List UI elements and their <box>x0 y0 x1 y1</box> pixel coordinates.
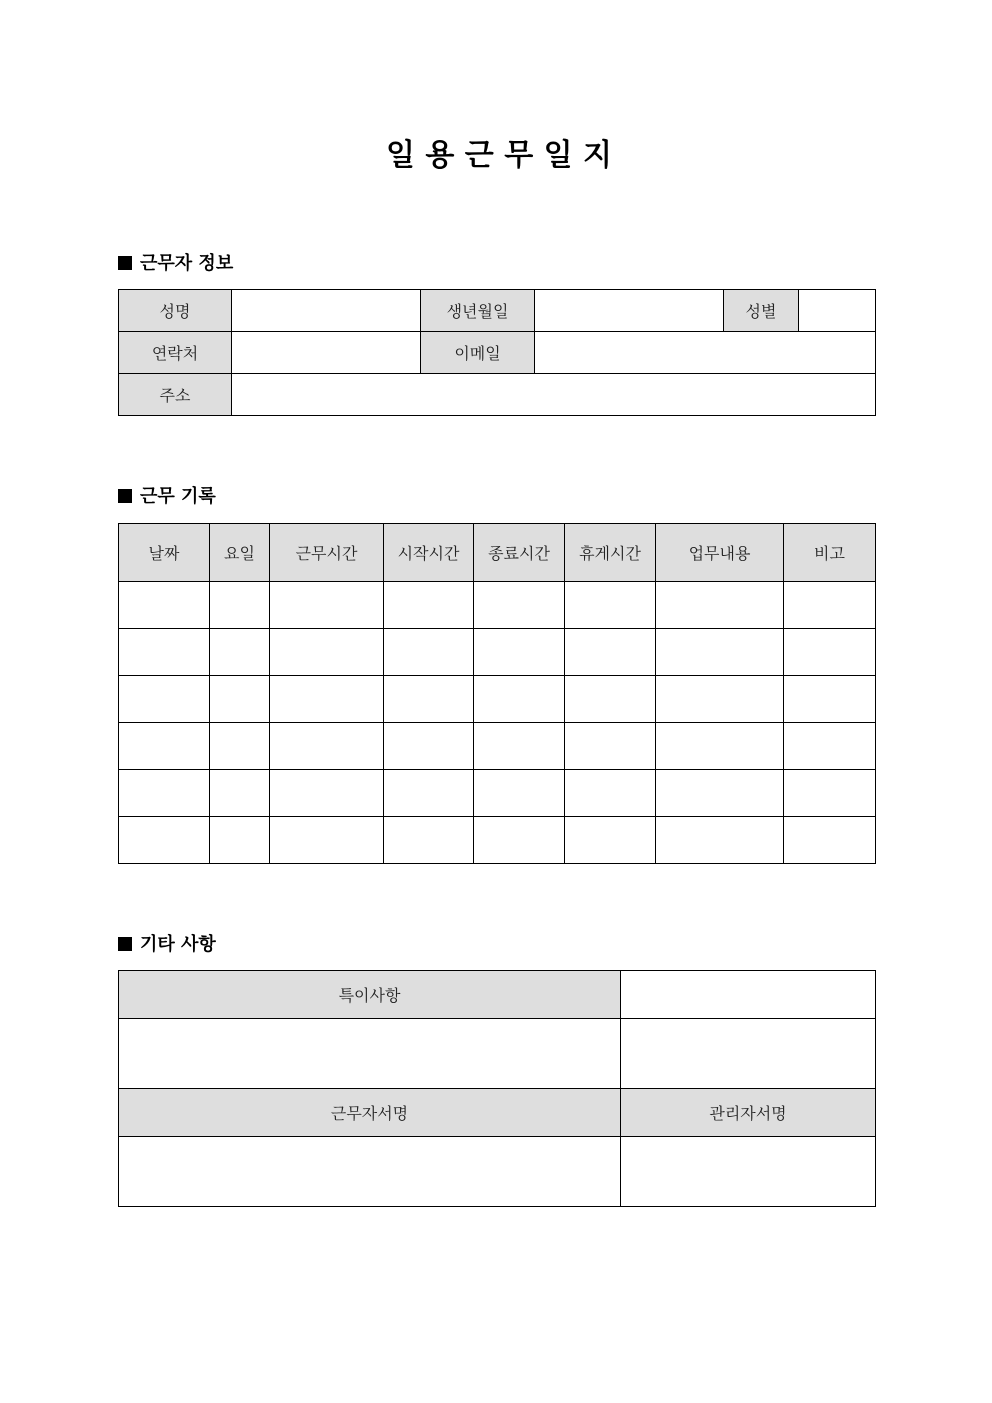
table-cell[interactable] <box>119 723 210 770</box>
square-bullet-icon <box>118 256 132 270</box>
column-header: 휴게시간 <box>565 524 656 582</box>
table-cell[interactable] <box>565 723 656 770</box>
others-table <box>118 970 876 1207</box>
contact-field[interactable] <box>232 332 421 374</box>
table-row <box>119 629 876 676</box>
column-header: 비고 <box>784 524 876 582</box>
table-cell[interactable] <box>784 676 876 723</box>
manager-signature-label: 관리자서명 <box>621 1089 876 1137</box>
table-cell[interactable] <box>210 676 270 723</box>
table-row <box>119 1137 876 1207</box>
table-cell[interactable] <box>119 817 210 864</box>
table-cell[interactable] <box>270 629 384 676</box>
table-cell[interactable] <box>474 723 565 770</box>
manager-signature-field[interactable] <box>621 1137 876 1207</box>
table-row <box>119 582 876 629</box>
gender-label: 성별 <box>724 290 799 332</box>
table-row <box>119 374 876 416</box>
table-cell[interactable] <box>210 817 270 864</box>
table-cell[interactable] <box>565 629 656 676</box>
notes-label: 특이사항 <box>119 971 621 1019</box>
section-heading-work-record <box>118 485 216 509</box>
table-cell[interactable] <box>474 676 565 723</box>
table-cell[interactable] <box>474 770 565 817</box>
table-cell[interactable] <box>384 770 474 817</box>
table-cell[interactable] <box>784 582 876 629</box>
table-cell[interactable] <box>270 817 384 864</box>
table-cell[interactable] <box>784 770 876 817</box>
table-cell[interactable] <box>384 723 474 770</box>
name-field[interactable] <box>232 290 421 332</box>
email-field[interactable] <box>535 332 876 374</box>
table-cell[interactable] <box>656 770 784 817</box>
column-header: 업무내용 <box>656 524 784 582</box>
document-title: 일 용 근 무 일 지 <box>385 138 613 173</box>
table-cell[interactable] <box>384 817 474 864</box>
table-cell[interactable] <box>565 582 656 629</box>
notes-field[interactable] <box>119 1019 621 1089</box>
worker-info-table <box>118 289 876 416</box>
section-heading-others <box>118 933 216 957</box>
square-bullet-icon <box>118 937 132 951</box>
table-cell[interactable] <box>210 723 270 770</box>
table-row <box>119 290 876 332</box>
table-cell[interactable] <box>656 582 784 629</box>
contact-label: 연락처 <box>119 332 232 374</box>
birth-date-field[interactable] <box>535 290 724 332</box>
table-row <box>119 676 876 723</box>
table-row <box>119 332 876 374</box>
table-row <box>119 1089 876 1137</box>
address-label: 주소 <box>119 374 232 416</box>
table-cell[interactable] <box>656 817 784 864</box>
address-field[interactable] <box>232 374 876 416</box>
work-record-table <box>118 523 876 864</box>
table-cell[interactable] <box>656 676 784 723</box>
notes-extra-field[interactable] <box>621 1019 876 1089</box>
birth-date-label: 생년월일 <box>421 290 535 332</box>
gender-field[interactable] <box>799 290 876 332</box>
email-label: 이메일 <box>421 332 535 374</box>
section-heading-text: 기타 사항 <box>140 934 216 955</box>
table-row <box>119 770 876 817</box>
table-row <box>119 1019 876 1089</box>
column-header: 날짜 <box>119 524 210 582</box>
table-cell[interactable] <box>656 629 784 676</box>
table-cell[interactable] <box>119 582 210 629</box>
table-cell[interactable] <box>270 723 384 770</box>
table-cell[interactable] <box>565 676 656 723</box>
table-cell[interactable] <box>270 770 384 817</box>
column-header: 종료시간 <box>474 524 565 582</box>
column-header: 근무시간 <box>270 524 384 582</box>
table-cell[interactable] <box>270 582 384 629</box>
worker-signature-field[interactable] <box>119 1137 621 1207</box>
table-cell[interactable] <box>210 770 270 817</box>
table-cell[interactable] <box>270 676 384 723</box>
table-cell[interactable] <box>565 817 656 864</box>
section-heading-text: 근무 기록 <box>140 486 216 507</box>
section-heading-text: 근무자 정보 <box>140 253 234 274</box>
table-cell[interactable] <box>784 629 876 676</box>
table-cell[interactable] <box>119 676 210 723</box>
table-cell[interactable] <box>474 817 565 864</box>
table-cell[interactable] <box>384 676 474 723</box>
table-cell[interactable] <box>474 582 565 629</box>
column-header: 시작시간 <box>384 524 474 582</box>
square-bullet-icon <box>118 489 132 503</box>
table-cell[interactable] <box>210 629 270 676</box>
table-cell[interactable] <box>384 629 474 676</box>
table-cell[interactable] <box>784 723 876 770</box>
table-cell[interactable] <box>210 582 270 629</box>
notes-side-field[interactable] <box>621 971 876 1019</box>
column-header: 요일 <box>210 524 270 582</box>
table-row <box>119 817 876 864</box>
table-cell[interactable] <box>119 770 210 817</box>
table-row <box>119 723 876 770</box>
table-cell[interactable] <box>474 629 565 676</box>
table-cell[interactable] <box>119 629 210 676</box>
section-heading-worker-info <box>118 252 233 276</box>
worker-signature-label: 근무자서명 <box>119 1089 621 1137</box>
table-row <box>119 971 876 1019</box>
table-cell[interactable] <box>384 582 474 629</box>
table-cell[interactable] <box>565 770 656 817</box>
table-cell[interactable] <box>656 723 784 770</box>
name-label: 성명 <box>119 290 232 332</box>
table-header-row <box>119 524 876 582</box>
table-cell[interactable] <box>784 817 876 864</box>
